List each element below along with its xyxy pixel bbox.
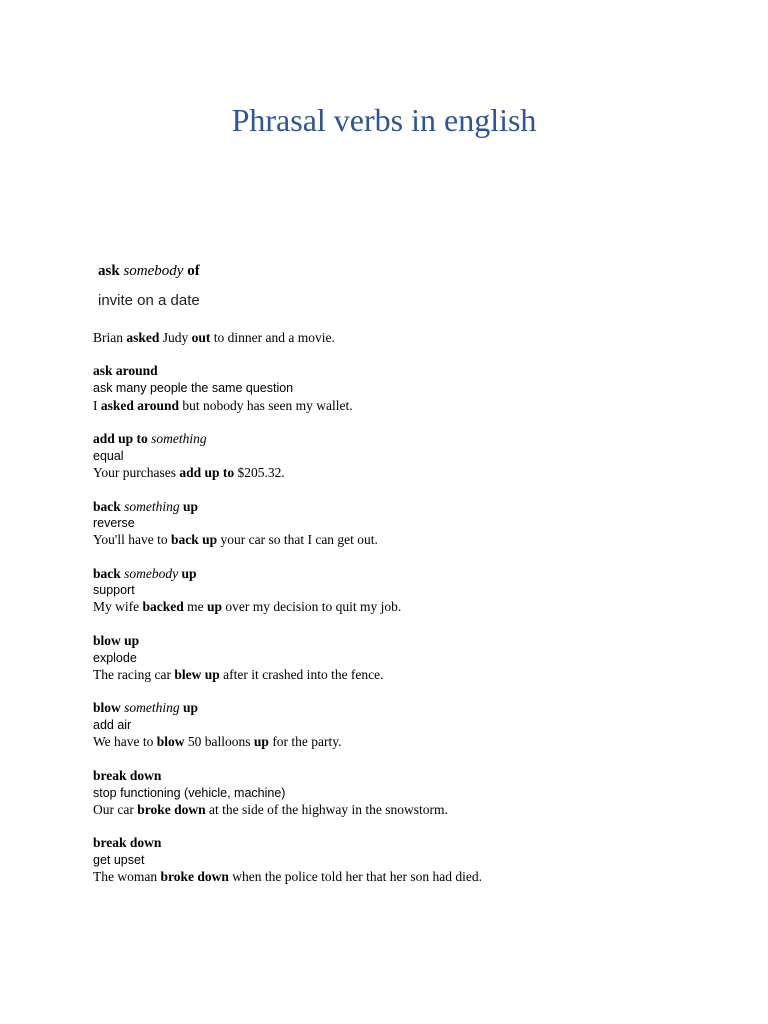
term-verb: ask around (93, 363, 158, 378)
term-object: something (124, 499, 180, 514)
term-verb: back (93, 566, 125, 581)
entry-example (93, 531, 378, 548)
entry-example (93, 868, 482, 885)
example-text: Brian (93, 330, 127, 345)
example-particle: out (191, 330, 211, 345)
entry-definition: stop functioning (vehicle, machine) (93, 786, 286, 800)
entry-definition: get upset (93, 853, 145, 867)
first-entry-example (93, 329, 335, 346)
example-text: The racing car (93, 667, 175, 682)
example-particle: up (253, 734, 269, 749)
term-particle: up (179, 700, 199, 715)
page-title: Phrasal verbs in english (231, 102, 537, 138)
example-text: You'll have to (93, 532, 171, 547)
entry-example (93, 397, 353, 414)
entry-term (93, 834, 161, 851)
example-text: My wife (93, 599, 143, 614)
example-text: We have to (93, 734, 157, 749)
example-text: Our car (93, 802, 138, 817)
example-text: after it crashed into the fence. (219, 667, 384, 682)
example-phrasal: broke down (137, 802, 206, 817)
term-verb: blow (93, 700, 125, 715)
entry-definition: reverse (93, 516, 135, 530)
term-verb: blow up (93, 633, 140, 648)
example-phrasal: blow (156, 734, 185, 749)
example-text: when the police told her that her son had died. (228, 869, 482, 884)
entry-term (93, 699, 198, 716)
example-text: I (93, 398, 101, 413)
example-phrasal: asked around (100, 398, 180, 413)
term-verb: add up to (93, 431, 152, 446)
entry-definition: explode (93, 651, 137, 665)
entry-definition: support (93, 583, 135, 597)
example-text: to dinner and a movie. (210, 330, 335, 345)
example-phrasal: broke down (160, 869, 229, 884)
entry-example (93, 666, 384, 683)
term-object: somebody (124, 566, 179, 581)
term-particle: up (179, 499, 199, 514)
example-text: for the party. (268, 734, 342, 749)
example-phrasal: add up to (179, 465, 235, 480)
entry-term (93, 565, 197, 582)
example-verb: asked (126, 330, 160, 345)
example-phrasal: back up (170, 532, 218, 547)
example-text: at the side of the highway in the snowstorm. (205, 802, 448, 817)
entry-example (93, 598, 401, 615)
entry-verb: ask (98, 263, 120, 279)
term-verb: back (93, 499, 125, 514)
term-verb: break down (93, 768, 162, 783)
entry-term (93, 498, 198, 515)
example-phrasal: backed (142, 599, 184, 614)
first-entry-term (98, 262, 200, 280)
entry-example (93, 733, 342, 750)
example-phrasal: blew up (174, 667, 220, 682)
entry-example (93, 801, 448, 818)
entry-term (93, 632, 139, 649)
example-text: but nobody has seen my wallet. (179, 398, 353, 413)
entry-term (93, 767, 161, 784)
term-verb: break down (93, 835, 162, 850)
term-particle: up (178, 566, 197, 581)
entry-term (93, 430, 207, 447)
example-text: me (183, 599, 208, 614)
example-text: your car so that I can get out. (217, 532, 378, 547)
example-text: Judy (159, 330, 192, 345)
entry-definition: add air (93, 718, 132, 732)
term-object: something (151, 431, 207, 446)
entry-particle: of (187, 263, 200, 279)
first-entry-definition: invite on a date (98, 292, 200, 309)
entry-definition: equal (93, 449, 124, 463)
entry-object: somebody (123, 263, 184, 279)
example-text: $205.32. (234, 465, 285, 480)
example-text: 50 balloons (184, 734, 254, 749)
entry-definition: ask many people the same question (93, 381, 294, 395)
entry-example (93, 464, 285, 481)
example-text: Your purchases (93, 465, 180, 480)
example-text: The woman (93, 869, 161, 884)
entry-term (93, 362, 158, 379)
example-particle: up (207, 599, 223, 614)
term-object: something (124, 700, 180, 715)
example-text: over my decision to quit my job. (222, 599, 402, 614)
